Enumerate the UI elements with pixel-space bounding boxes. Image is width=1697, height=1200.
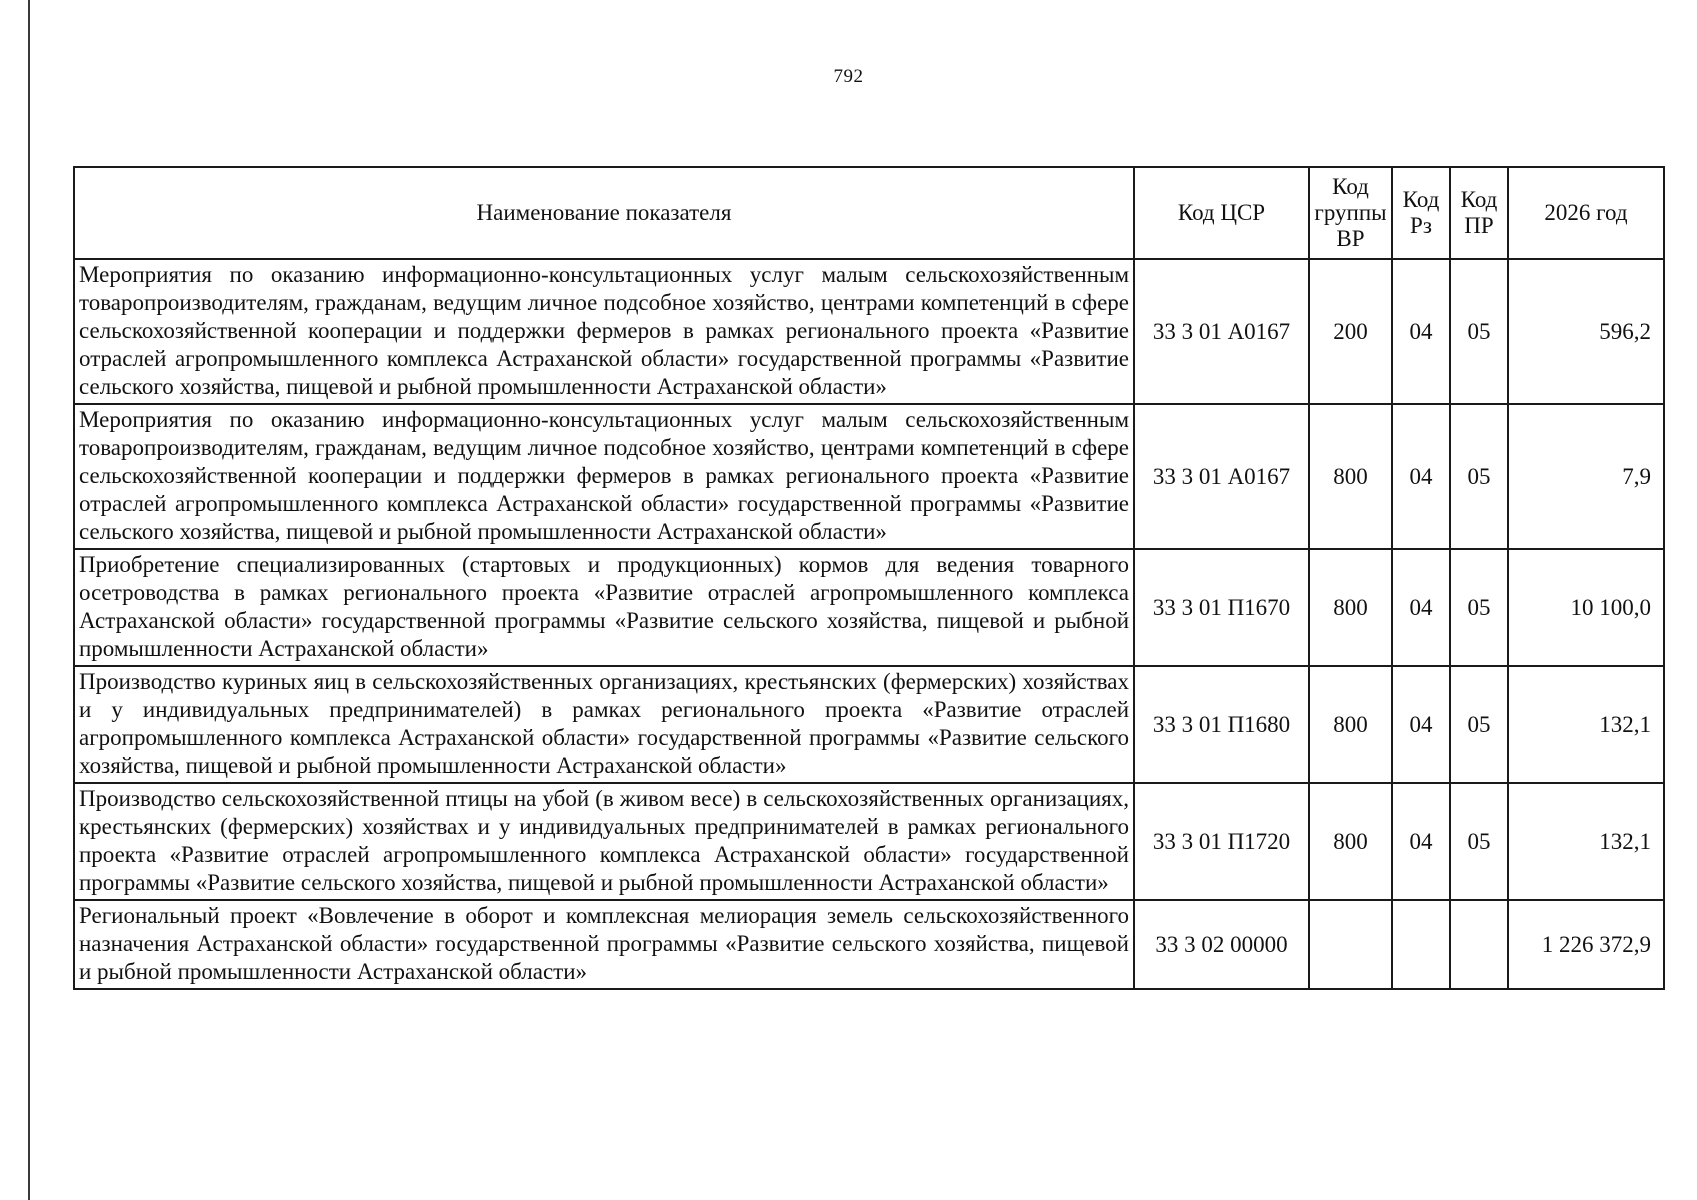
cell-csr: 33 3 02 00000 xyxy=(1134,900,1309,989)
cell-vr: 800 xyxy=(1309,666,1392,783)
table-row xyxy=(74,666,1664,783)
cell-amount: 132,1 xyxy=(1508,666,1664,783)
table-row xyxy=(74,259,1664,404)
cell-pr: 05 xyxy=(1450,404,1508,549)
cell-amount: 7,9 xyxy=(1508,404,1664,549)
cell-amount: 596,2 xyxy=(1508,259,1664,404)
cell-rz xyxy=(1392,900,1450,989)
cell-vr xyxy=(1309,900,1392,989)
cell-name: Мероприятия по оказанию информационно-консультационных услуг малым сельскохозяйственным товаропроизводителям, гражданам, ведущим личное подсобное хозяйство, центрами компетенций в сфере сельскохозяйственной кооперации и поддержки фермеров в рамках регионального проекта «Развитие отраслей агропромышленного комплекса Астраханской области» государственной программы «Развитие сельского хозяйства, пищевой и рыбной промышленности Астраханской области» xyxy=(74,404,1134,549)
cell-name: Производство сельскохозяйственной птицы на убой (в живом весе) в сельскохозяйственных организациях, крестьянских (фермерских) хозяйствах и у индивидуальных предпринимателей в рамках регионального проекта «Развитие отраслей агропромышленного комплекса Астраханской области» государственной программы «Развитие сельского хозяйства, пищевой и рыбной промышленности Астраханской области» xyxy=(74,783,1134,900)
cell-pr: 05 xyxy=(1450,783,1508,900)
cell-csr: 33 3 01 А0167 xyxy=(1134,404,1309,549)
cell-pr xyxy=(1450,900,1508,989)
cell-csr: 33 3 01 П1720 xyxy=(1134,783,1309,900)
header-name: Наименование показателя xyxy=(74,167,1134,259)
cell-vr: 800 xyxy=(1309,783,1392,900)
cell-amount: 1 226 372,9 xyxy=(1508,900,1664,989)
cell-vr: 800 xyxy=(1309,549,1392,666)
cell-rz: 04 xyxy=(1392,783,1450,900)
cell-name: Производство куриных яиц в сельскохозяйственных организациях, крестьянских (фермерских) хозяйствах и у индивидуальных предпринимателей) в рамках регионального проекта «Развитие отраслей агропромышленного комплекса Астраханской области» государственной программы «Развитие сельского хозяйства, пищевой и рыбной промышленности Астраханской области» xyxy=(74,666,1134,783)
page-margin-line xyxy=(28,0,30,1200)
cell-name: Мероприятия по оказанию информационно-консультационных услуг малым сельскохозяйственным товаропроизводителям, гражданам, ведущим личное подсобное хозяйство, центрами компетенций в сфере сельскохозяйственной кооперации и поддержки фермеров в рамках регионального проекта «Развитие отраслей агропромышленного комплекса Астраханской области» государственной программы «Развитие сельского хозяйства, пищевой и рыбной промышленности Астраханской области» xyxy=(74,259,1134,404)
cell-rz: 04 xyxy=(1392,666,1450,783)
cell-pr: 05 xyxy=(1450,549,1508,666)
cell-csr: 33 3 01 П1680 xyxy=(1134,666,1309,783)
cell-rz: 04 xyxy=(1392,404,1450,549)
cell-csr: 33 3 01 П1670 xyxy=(1134,549,1309,666)
cell-rz: 04 xyxy=(1392,259,1450,404)
cell-rz: 04 xyxy=(1392,549,1450,666)
cell-pr: 05 xyxy=(1450,666,1508,783)
header-csr: Код ЦСР xyxy=(1134,167,1309,259)
cell-csr: 33 3 01 А0167 xyxy=(1134,259,1309,404)
cell-amount: 132,1 xyxy=(1508,783,1664,900)
cell-amount: 10 100,0 xyxy=(1508,549,1664,666)
table-header-row xyxy=(74,167,1664,259)
page-number: 792 xyxy=(833,66,864,87)
table-row xyxy=(74,404,1664,549)
cell-pr: 05 xyxy=(1450,259,1508,404)
cell-vr: 800 xyxy=(1309,404,1392,549)
table-row xyxy=(74,783,1664,900)
budget-table xyxy=(73,166,1665,990)
cell-name: Региональный проект «Вовлечение в оборот и комплексная мелиорация земель сельскохозяйственного назначения Астраханской области» государственной программы «Развитие сельского хозяйства, пищевой и рыбной промышленности Астраханской области» xyxy=(74,900,1134,989)
header-year: 2026 год xyxy=(1508,167,1664,259)
header-rz: Код Рз xyxy=(1392,167,1450,259)
header-pr: Код ПР xyxy=(1450,167,1508,259)
cell-vr: 200 xyxy=(1309,259,1392,404)
table-row xyxy=(74,900,1664,989)
cell-name: Приобретение специализированных (стартовых и продукционных) кормов для ведения товарного осетроводства в рамках регионального проекта «Развитие отраслей агропромышленного комплекса Астраханской области» государственной программы «Развитие сельского хозяйства, пищевой и рыбной промышленности Астраханской области» xyxy=(74,549,1134,666)
header-vr: Код группы ВР xyxy=(1309,167,1392,259)
table-row xyxy=(74,549,1664,666)
